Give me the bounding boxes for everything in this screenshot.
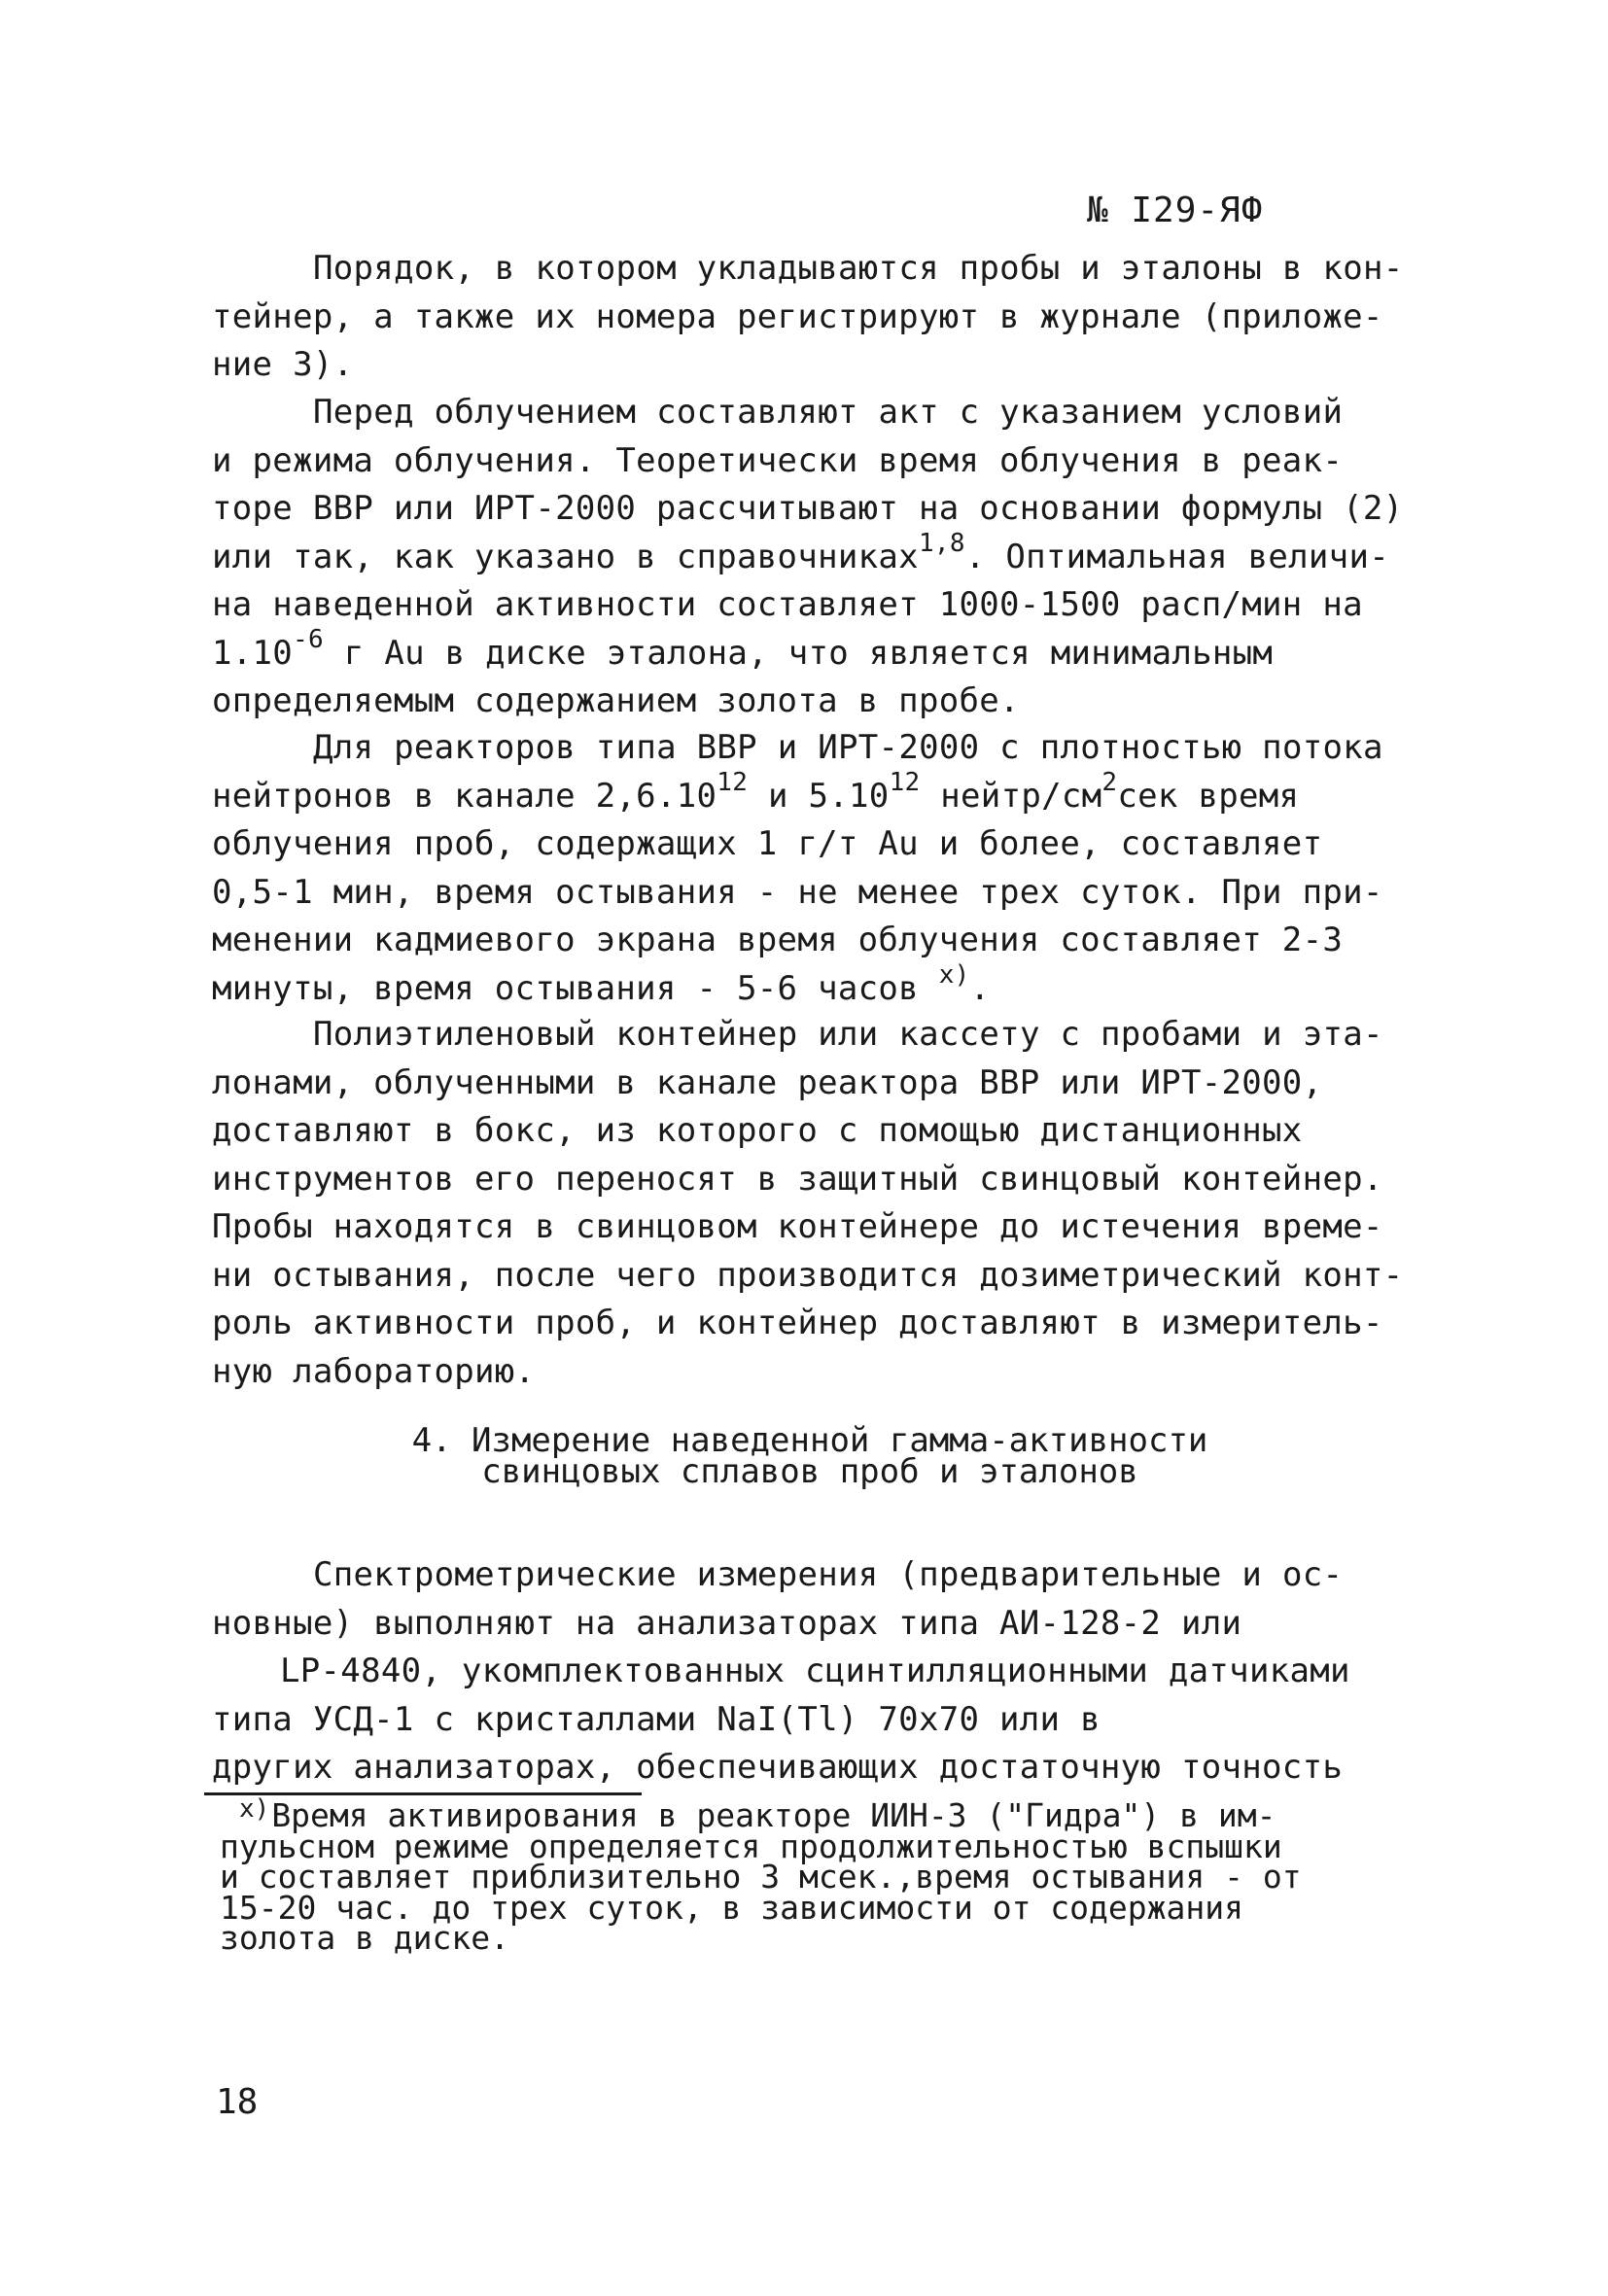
paragraph-3 <box>212 724 1408 1013</box>
text-line: определяемым содержанием золота в пробе. <box>212 681 1020 720</box>
text-line: Пробы находятся в свинцовом контейнере до истечения време- <box>212 1207 1383 1246</box>
text-line: Порядок, в котором укладываются пробы и эталоны в кон- <box>313 249 1404 288</box>
text-segment: и 5.10 <box>748 776 890 816</box>
text-line: ную лабораторию. <box>212 1351 536 1391</box>
text-segment: нейтронов в канале 2,6.10 <box>212 776 717 816</box>
text-segment: . Оптимальная величи- <box>964 537 1389 576</box>
paragraph-2 <box>212 389 1408 726</box>
text-line: новные) выполняют на анализаторах типа АИ-128-2 или <box>212 1603 1242 1643</box>
paragraph-1 <box>212 245 1408 390</box>
page-number: 18 <box>216 2082 259 2122</box>
footnote-mark: x) <box>239 1794 270 1824</box>
text-line: ние 3). <box>212 345 354 384</box>
footnote-divider <box>204 1792 642 1795</box>
text-line: облучения проб, содержащих 1 г/т Au и более, составляет <box>212 824 1323 863</box>
footnote-reference: x) <box>938 960 970 991</box>
text-line: инструментов его переносят в защитный свинцовый контейнер. <box>212 1159 1383 1199</box>
section-title-line: свинцовых сплавов проб и эталонов <box>481 1452 1138 1491</box>
text-line: ни остывания, после чего производится дозиметрический конт- <box>212 1255 1404 1295</box>
text-line: Спектрометрические измерения (предварительные и ос- <box>313 1555 1344 1594</box>
exponent-superscript: 2 <box>1101 768 1118 798</box>
text-line <box>212 529 1408 582</box>
footnote-line: и составляет приблизительно 3 мсек.,время остывания - от <box>220 1858 1302 1896</box>
paragraph-4 <box>212 1011 1408 1396</box>
text-line: тейнер, а также их номера регистрируют в журнале (приложе- <box>212 296 1383 336</box>
footnote-line: золота в диске. <box>220 1919 510 1957</box>
text-line: типа УСД-1 с кристаллами NaI(Tl) 70х70 или в <box>212 1699 1101 1739</box>
text-segment: или так, как указано в справочниках <box>212 537 919 576</box>
text-line: роль активности проб, и контейнер доставляют в измеритель- <box>212 1304 1383 1342</box>
exponent-superscript: 12 <box>889 768 921 798</box>
document-number: № I29-ЯФ <box>1087 191 1264 230</box>
text-line <box>212 625 1408 678</box>
text-line: LP-4840, укомплектованных сцинтилляционными датчиками <box>280 1652 1350 1690</box>
text-line: торе ВВР или ИРТ-2000 рассчитывают на основании формулы (2) <box>212 489 1404 528</box>
footnote-line <box>220 1794 1416 1834</box>
text-line: менении кадмиевого экрана время облучения составляет 2-3 <box>212 921 1344 959</box>
text-line: Полиэтиленовый контейнер или кассету с пробами и эта- <box>313 1015 1383 1054</box>
exponent-superscript: -6 <box>293 625 325 655</box>
text-line: Для реакторов типа ВВР и ИРТ-2000 с плотностью потока <box>313 728 1383 767</box>
text-line: 0,5-1 мин, время остывания - не менее трех суток. При при- <box>212 872 1383 912</box>
text-line: других анализаторах, обеспечивающих достаточную точность <box>212 1748 1344 1787</box>
text-line: Перед облучением составляют акт с указанием условий <box>313 393 1344 432</box>
reference-superscript: 1,8 <box>918 529 965 559</box>
text-line: лонами, облученными в канале реактора ВВР или ИРТ-2000, <box>212 1062 1323 1102</box>
text-line: на наведенной активности составляет 1000-1500 расп/мин на <box>212 585 1363 624</box>
text-line <box>212 768 1408 821</box>
text-segment: минуты, время остывания - 5-6 часов <box>212 968 939 1008</box>
footnote-line: 15-20 час. до трех суток, в зависимости от содержания <box>220 1888 1243 1927</box>
footnote <box>220 1794 1416 1957</box>
exponent-superscript: 12 <box>717 768 749 798</box>
footnote-line: пульсном режиме определяется продолжительностью вспышки <box>220 1826 1282 1865</box>
text-segment: нейтр/см <box>920 776 1102 816</box>
section-paragraph <box>212 1551 1408 1792</box>
text-line: доставляют в бокс, из которого с помощью дистанционных <box>212 1111 1303 1150</box>
section-title-line: 4. Измерение наведенной гамма-активности <box>411 1421 1208 1460</box>
section-heading <box>212 1421 1408 1491</box>
text-line: и режима облучения. Теоретически время облучения в реак- <box>212 440 1344 480</box>
text-segment: Время активирования в реакторе ИИН-3 ("Гидра") в им- <box>271 1796 1276 1834</box>
text-segment: 1.10 <box>212 633 294 673</box>
text-segment: г Au в диске эталона, что является минимальным <box>324 633 1274 673</box>
text-line <box>212 960 1408 1014</box>
text-segment: сек время <box>1117 776 1300 816</box>
text-segment: . <box>969 968 991 1008</box>
